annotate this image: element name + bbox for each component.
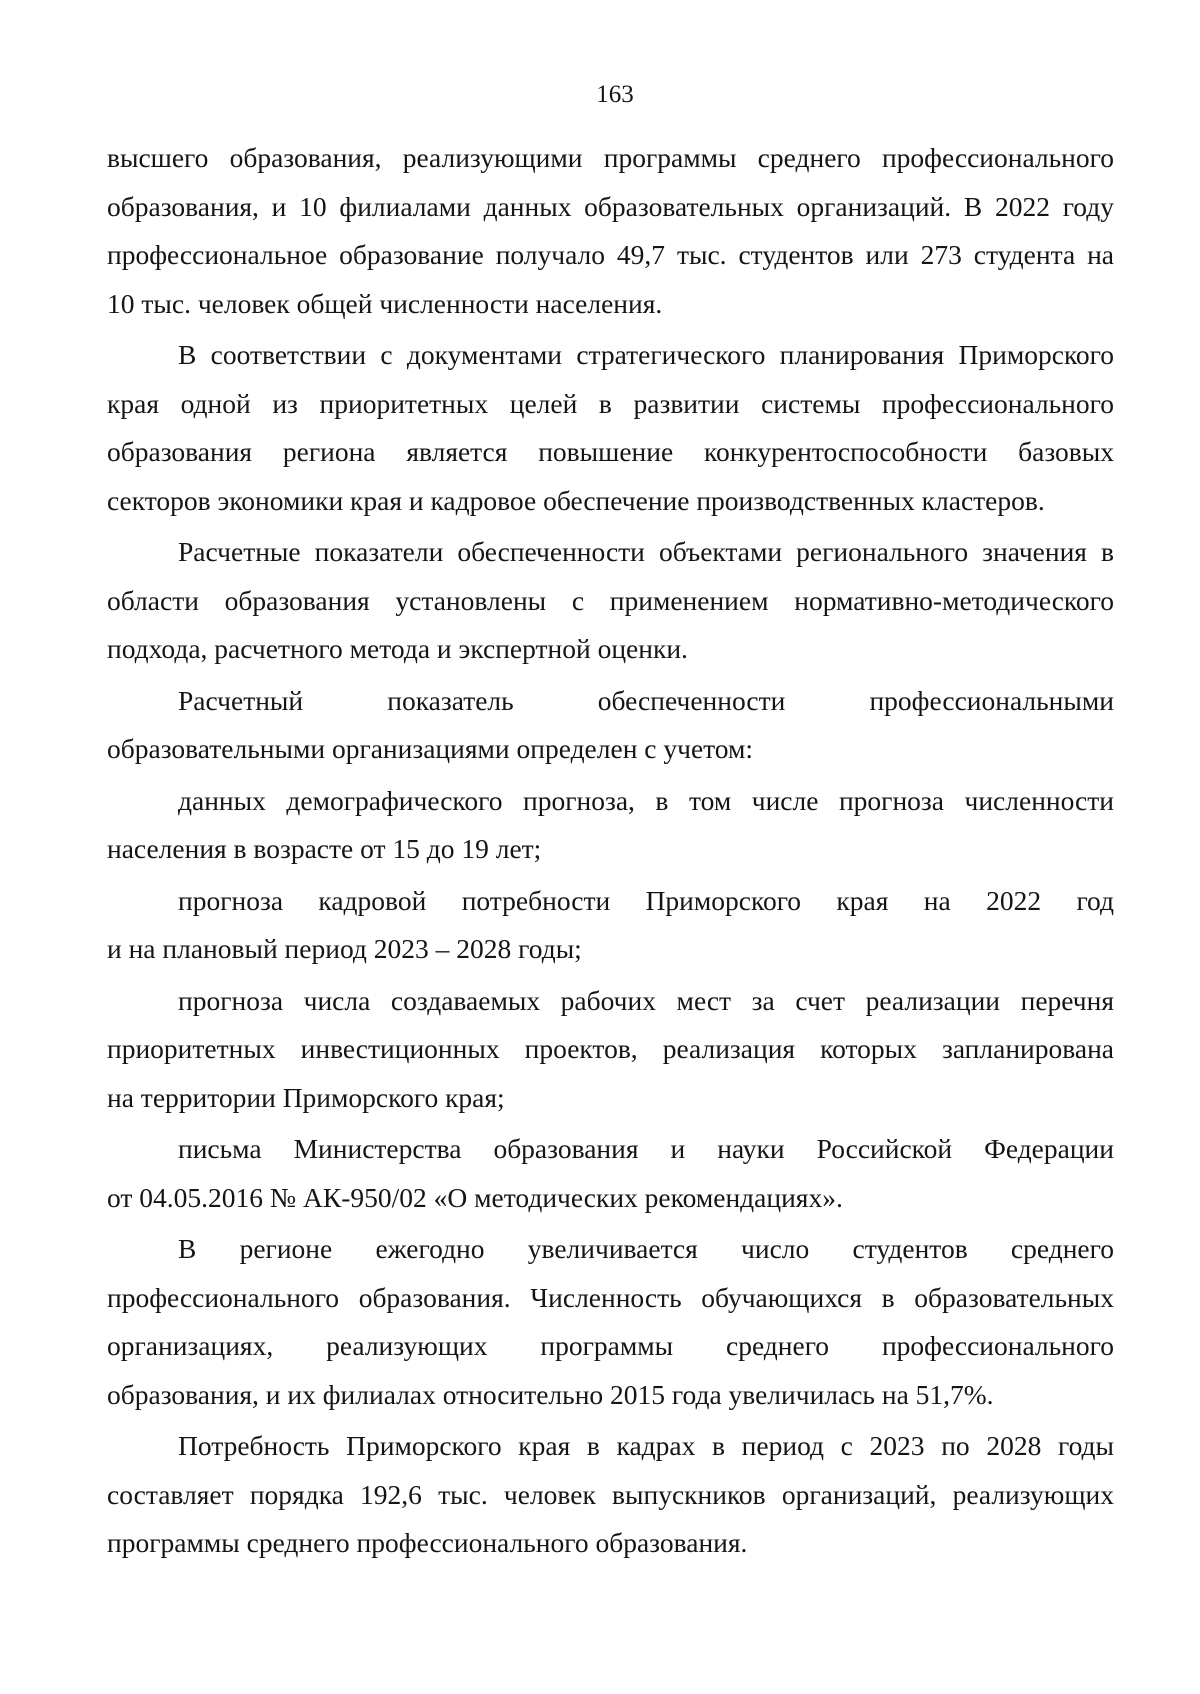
paragraph — [107, 1422, 1114, 1568]
paragraph — [107, 1225, 1114, 1419]
text-line: В регионе ежегодно увеличивается число студентов среднего — [178, 1233, 1114, 1264]
paragraph — [107, 977, 1114, 1123]
text-line: секторов экономики края и кадровое обеспечение производственных кластеров. — [107, 484, 1045, 516]
text-line: Расчетный показатель обеспеченности профессиональными — [178, 684, 1114, 716]
paragraph — [107, 134, 1114, 328]
text-line: прогноза кадровой потребности Приморского края на 2022 год — [178, 884, 1114, 916]
text-line: подхода, расчетного метода и экспертной оценки. — [107, 633, 688, 664]
text-line: образования региона является повышение конкурентоспособности базовых — [107, 436, 1114, 467]
text-line: на территории Приморского края; — [107, 1081, 505, 1113]
text-line: В соответствии с документами стратегического планирования Приморского — [178, 339, 1114, 370]
text-line: составляет порядка 192,6 тыс. человек выпускников организаций, реализующих — [107, 1478, 1114, 1510]
text-line: края одной из приоритетных целей в развитии системы профессионального — [107, 387, 1114, 419]
text-line: профессиональное образование получало 49,7 тыс. студентов или 273 студента на — [107, 239, 1114, 270]
text-line: профессионального образования. Численность обучающихся в образовательных — [107, 1281, 1114, 1313]
text-line: образования, и их филиалах относительно 2015 года увеличилась на 51,7%. — [107, 1378, 994, 1410]
text-line: 10 тыс. человек общей численности населения. — [107, 287, 663, 319]
paragraph — [107, 1125, 1114, 1222]
page-number: 163 — [596, 81, 634, 108]
text-line: приоритетных инвестиционных проектов, реализация которых запланирована — [107, 1033, 1114, 1064]
text-line: организациях, реализующих программы среднего профессионального — [107, 1330, 1114, 1361]
paragraph — [107, 677, 1114, 774]
paragraph — [107, 777, 1114, 874]
text-line: образовательными организациями определен с учетом: — [107, 733, 754, 764]
text-line: населения в возрасте от 15 до 19 лет; — [107, 833, 542, 864]
text-line: образования, и 10 филиалами данных образовательных организаций. В 2022 году — [107, 190, 1114, 222]
paragraph — [107, 877, 1114, 974]
paragraph — [107, 331, 1114, 525]
text-line: области образования установлены с применением нормативно-методического — [107, 584, 1114, 616]
text-line: от 04.05.2016 № АК-950/02 «О методических рекомендациях». — [107, 1181, 843, 1213]
text-line: Расчетные показатели обеспеченности объектами регионального значения в — [178, 536, 1114, 567]
text-line: программы среднего профессионального образования. — [107, 1527, 748, 1558]
text-line: Потребность Приморского края в кадрах в период с 2023 по 2028 годы — [178, 1430, 1114, 1461]
text-line: прогноза числа создаваемых рабочих мест за счет реализации перечня — [178, 984, 1114, 1016]
text-line: и на плановый период 2023 – 2028 годы; — [107, 933, 582, 964]
paragraph — [107, 528, 1114, 674]
text-line: высшего образования, реализующими программы среднего профессионального — [107, 142, 1114, 173]
text-line: письма Министерства образования и науки Российской Федерации — [178, 1133, 1114, 1164]
document-body — [107, 134, 1114, 1571]
text-line: данных демографического прогноза, в том числе прогноза численности — [178, 784, 1114, 816]
